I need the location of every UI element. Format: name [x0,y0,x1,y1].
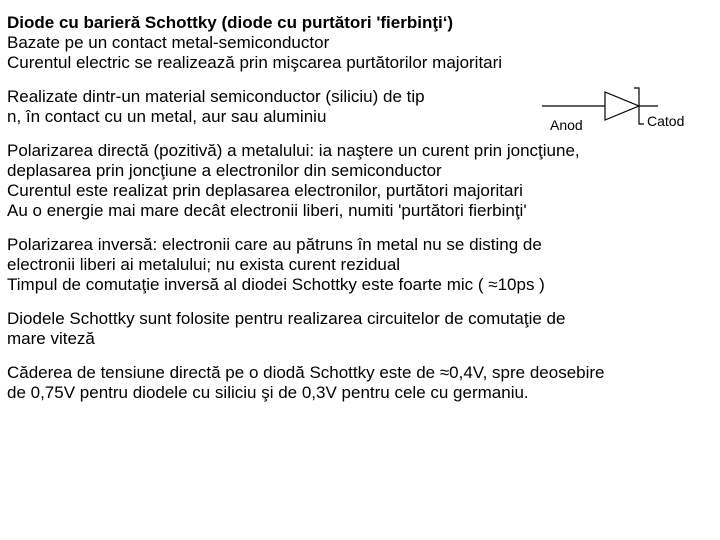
material-text [7,87,425,127]
intro-line: Bazate pe un contact metal-semiconductor [7,33,330,52]
reverse-bias-line: Timpul de comutaţie inversă al diodei Schottky este foarte mic ( ≈10ps ) [7,275,545,294]
usage-block [7,309,717,349]
material-block [7,87,717,133]
voltage-drop-line: de 0,75V pentru diodele cu siliciu şi de 0,3V pentru cele cu germaniu. [7,383,529,402]
forward-bias-line: deplasarea prin joncţiune a electronilor din semiconductor [7,161,442,180]
usage-line: Diodele Schottky sunt folosite pentru realizarea circuitelor de comutaţie de [7,309,566,328]
voltage-drop-line: Căderea de tensiune directă pe o diodă Schottky este de ≈0,4V, spre deosebire [7,363,605,382]
anode-label: Anod [550,117,583,133]
intro-block [7,13,717,73]
diode-triangle [605,92,639,120]
forward-bias-line: Curentul este realizat prin deplasarea electronilor, purtători majoritari [7,181,523,200]
reverse-bias-line: Polarizarea inversă: electronii care au pătruns în metal nu se disting de [7,235,542,254]
voltage-drop-block [7,363,717,403]
slide-content [7,13,717,417]
reverse-bias-line: electronii liberi ai metalului; nu exista curent rezidual [7,255,401,274]
material-line: n, în contact cu un metal, aur sau aluminiu [7,107,327,126]
schottky-diode-symbol [542,75,717,137]
material-line: Realizate dintr-un material semiconductor (siliciu) de tip [7,87,425,106]
forward-bias-line: Polarizarea directă (pozitivă) a metalului: ia naştere un curent prin joncţiune, [7,141,580,160]
reverse-bias-block [7,235,717,295]
slide-title: Diode cu barieră Schottky (diode cu purtători 'fierbinţi‘) [7,13,454,32]
forward-bias-line: Au o energie mai mare decât electronii liberi, numiti 'purtători fierbinţi' [7,201,527,220]
intro-line: Curentul electric se realizează prin mişcarea purtătorilor majoritari [7,53,503,72]
forward-bias-block [7,141,717,221]
cathode-label: Catod [647,113,685,129]
usage-line: mare viteză [7,329,95,348]
